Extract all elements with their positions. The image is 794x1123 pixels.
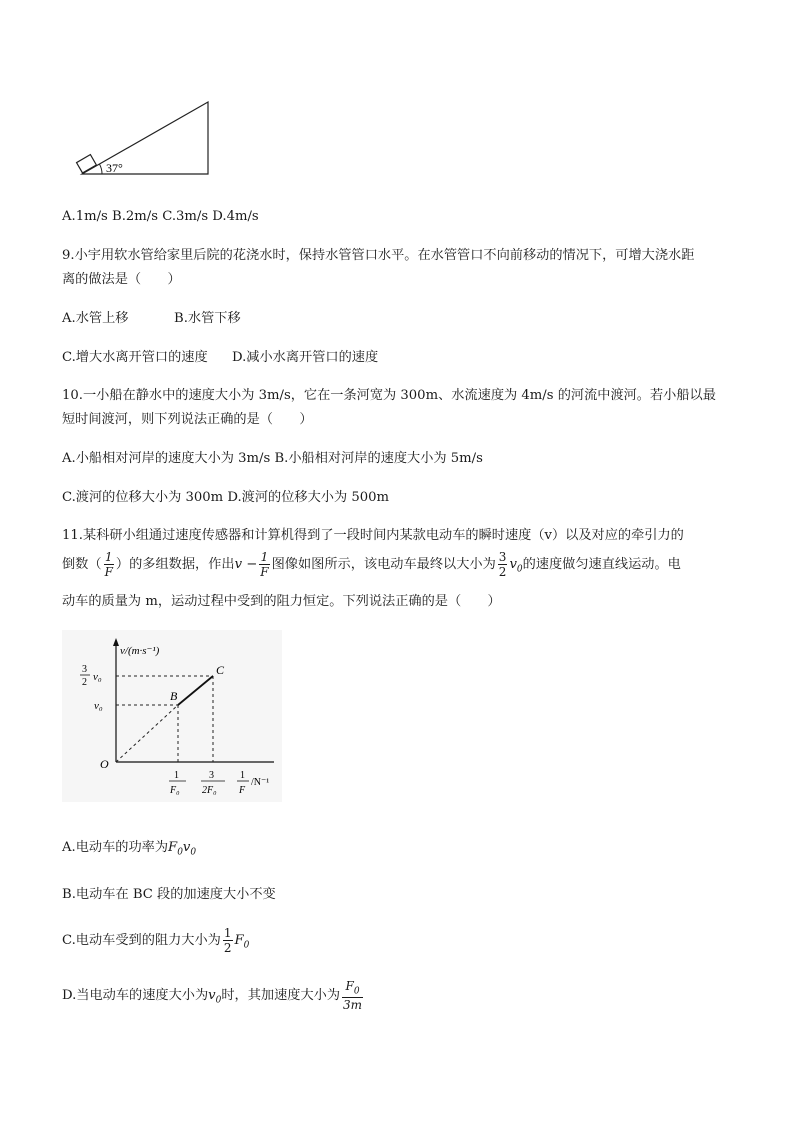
q11-stem-line2 xyxy=(62,550,681,585)
y-tick-top-v: v₀ xyxy=(93,671,102,683)
q8-options: A.1m/s B.2m/s C.3m/s D.4m/s xyxy=(62,209,259,224)
q10-options-cd[interactable]: C.渡河的位移大小为 300m D.渡河的位移大小为 500m xyxy=(62,490,390,505)
q11-optd-frac: $\frac{F_0}{3m}$ xyxy=(343,978,363,1013)
origin-label: O xyxy=(100,757,109,771)
q9-stem-line2: 离的做法是（ ） xyxy=(62,272,181,287)
y-tick-top-den: 2 xyxy=(82,677,87,688)
q9-option-b[interactable]: B.水管下移 xyxy=(174,311,241,326)
q11-v0: $v_0$ xyxy=(509,557,523,575)
x-axis-num: 1 xyxy=(240,770,245,781)
q11-text-b: ）的多组数据，作出 xyxy=(115,557,235,572)
q11-text-d: 的速度做匀速直线运动。电 xyxy=(522,557,681,572)
q9-stem-line1: 9.小宇用软水管给家里后院的花浇水时，保持水管管口水平。在水管管口不向前移动的情况下，可增大浇水距 xyxy=(62,248,695,263)
q10-stem-line1: 10.一小船在静水中的速度大小为 3m/s，它在一条河宽为 300m、水流速度为 4m/s 的河流中渡河。若小船以最 xyxy=(62,388,716,403)
y-tick-v0: v₀ xyxy=(94,700,103,712)
q10-stem-line2: 短时间渡河，则下列说法正确的是（ ） xyxy=(62,412,313,427)
q11-text-a: 倒数（ xyxy=(62,557,102,572)
q9-option-a[interactable]: A.水管上移 xyxy=(62,311,129,326)
x-axis-den: F xyxy=(239,785,246,796)
q11-frac-3-over-2: $\frac{3}{2}$ xyxy=(498,550,507,579)
y-axis-label: v/(m·s⁻¹) xyxy=(120,645,160,657)
q10-options-ab[interactable]: A.小船相对河岸的速度大小为 3m/s B.小船相对河岸的速度大小为 5m/s xyxy=(62,451,483,466)
y-tick-top-num: 3 xyxy=(82,664,87,675)
q9-option-d[interactable]: D.减小水离开管口的速度 xyxy=(232,350,379,365)
q9-option-c[interactable]: C.增大水离开管口的速度 xyxy=(62,350,208,365)
q11-frac-1-over-F: $\frac{1}{F}$ xyxy=(104,550,113,579)
q11-optc-frac: $\frac{1}{2}$ xyxy=(223,926,232,955)
x-tick1-num: 1 xyxy=(174,770,179,781)
q11-option-d[interactable]: D.当电动车的速度大小为$v_0$时，其加速度大小为 $\frac{F_0}{3m}$ xyxy=(62,978,363,1013)
point-B-label: B xyxy=(170,689,178,703)
incline-figure xyxy=(74,96,214,180)
v-inverse-F-graph xyxy=(62,630,282,802)
q11-frac-1-over-F-2: $\frac{1}{F}$ xyxy=(260,550,269,579)
x-tick2-num: 3 xyxy=(209,770,214,781)
q11-option-c[interactable]: C.电动车受到的阻力大小为 $\frac{1}{2}$ $F_0$ xyxy=(62,926,250,955)
block-on-incline xyxy=(77,155,97,173)
x-axis-unit: /N⁻¹ xyxy=(251,777,270,788)
x-tick1-den: F₀ xyxy=(170,785,180,796)
incline-triangle xyxy=(82,102,208,174)
point-C-label: C xyxy=(216,663,225,677)
angle-arc xyxy=(99,164,102,174)
q11-v-minus: v − xyxy=(234,557,258,572)
q11-text-c: 图像如图所示，该电动车最终以大小为 xyxy=(271,557,496,572)
q11-option-a[interactable]: A.电动车的功率为$F_0v_0$ xyxy=(62,840,197,858)
angle-label: 37° xyxy=(106,161,123,175)
q11-option-b[interactable]: B.电动车在 BC 段的加速度大小不变 xyxy=(62,887,276,902)
x-tick2-den: 2F₀ xyxy=(202,785,217,796)
q11-stem-line3: 动车的质量为 m，运动过程中受到的阻力恒定。下列说法正确的是（ ） xyxy=(62,594,501,609)
q11-stem-line1: 11.某科研小组通过速度传感器和计算机得到了一段时间内某款电动车的瞬时速度（v）以及对应的牵引力的 xyxy=(62,528,684,543)
